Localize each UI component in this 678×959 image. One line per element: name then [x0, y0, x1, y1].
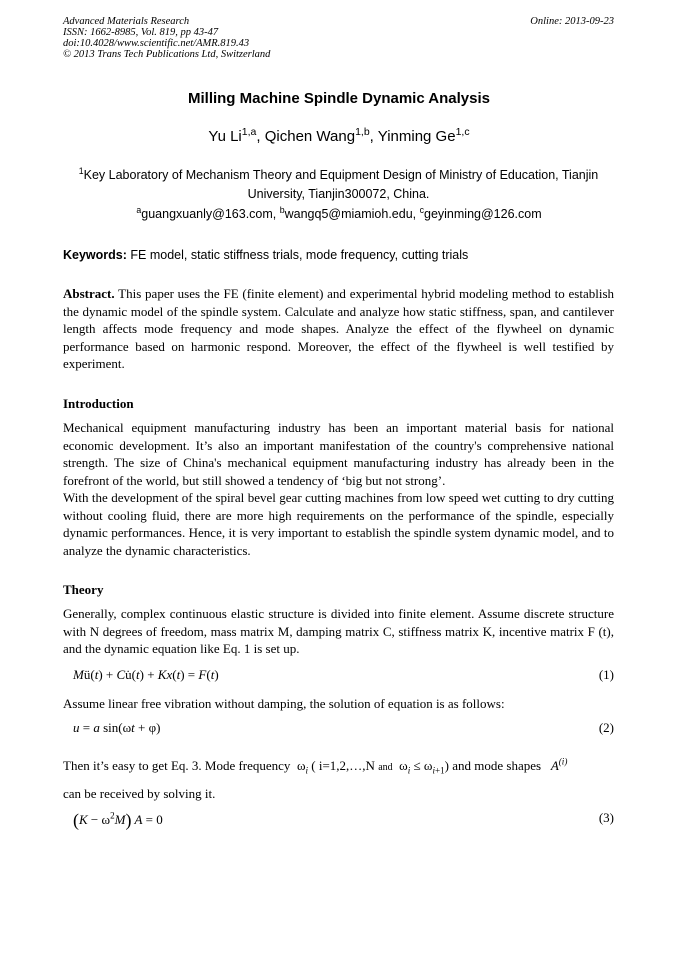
- equation-3: [63, 810, 614, 828]
- theory-paragraph-1: Generally, complex continuous elastic structure is divided into finite element. Assume discrete structure with N degrees of freedom, mass matrix M, damping matrix C, stiffness matrix K, incentive matrix F (t), and the dynamic equation like Eq. 1 is set up.: [63, 606, 614, 656]
- email-link[interactable]: guangxuanly@163.com: [141, 207, 273, 221]
- email-link[interactable]: geyinming@126.com: [424, 207, 542, 221]
- affiliation: [63, 166, 614, 204]
- omega-inequality: $\omega_i \le \omega_{i+1}$: [399, 758, 445, 776]
- theory-paragraph-3: [63, 757, 614, 777]
- index-range-text: ( i=1,2,…,N: [311, 758, 375, 773]
- equation-2-expression: u = a sin(ωt + φ): [73, 720, 161, 735]
- abstract: [63, 285, 614, 373]
- email-sup: b: [279, 204, 285, 215]
- keywords-text: FE model, static stiffness trials, mode frequency, cutting trials: [130, 248, 469, 262]
- affiliation-text: Key Laboratory of Mechanism Theory and Equipment Design of Ministry of Education, Tianjin University, Tianjin300072, China.: [83, 168, 599, 201]
- affiliation-sup: 1: [78, 165, 84, 176]
- author-affil-sup: 1,b: [355, 126, 370, 138]
- author-name: Yinming Ge: [377, 128, 456, 145]
- theory-paragraph-4: can be received by solving it.: [63, 786, 216, 801]
- equation-2-number: (2): [598, 720, 614, 735]
- email-list: $^a$guangxuanly@163.com, $^b$wangq5@miamioh.edu, $^c$geyinming@126.com: [136, 204, 542, 221]
- section-heading-introduction: Introduction: [63, 396, 134, 411]
- equation-1-expression: Mü(t) + Cu̇(t) + Kx(t) = F(t): [73, 667, 219, 682]
- abstract-label: Abstract.: [63, 286, 115, 301]
- issn-line: ISSN: 1662-8985, Vol. 819, pp 43-47: [63, 27, 219, 38]
- intro-paragraph-2: With the development of the spiral bevel gear cutting machines from low speed wet cutting to dry cutting without cooling fluid, there are more high requirements on the performance of the spindle, especially dynamic performances. Hence, it is very important to establish the spindle system dynamic model, and to analyze the dynamic characteristics.: [63, 490, 614, 558]
- theory-paragraph-3-text: Then it’s easy to get Eq. 3. Mode frequency: [63, 758, 291, 773]
- and-text: and: [378, 762, 393, 773]
- theory-paragraph-2: Assume linear free vibration without damping, the solution of equation is as follows:: [63, 696, 505, 711]
- equation-1-number: (1): [598, 667, 614, 682]
- abstract-text: This paper uses the FE (finite element) and experimental hybrid modeling method to establish the dynamic model of the spindle system. Calculate and analyze how static stiffness, span, and cantilever length affects mode frequency and mode shapes. Analyze the effect of the flywheel on dynamic performance based on harmonic respond. Moreover, the effect of the flywheel is well testified by experiment.: [63, 286, 614, 371]
- author-name: Yu Li: [208, 128, 242, 145]
- equation-2: [63, 720, 614, 738]
- equation-3-number: (3): [598, 810, 614, 825]
- mode-shape-symbol: $A^{(i)}$: [550, 756, 568, 773]
- author-affil-sup: 1,c: [455, 126, 470, 138]
- equation-3-expression: $(K - \omega^2M)$ A = 0: [73, 810, 163, 830]
- doi-line: doi:10.4028/www.scientific.net/AMR.819.43: [63, 38, 250, 49]
- paper-title: Milling Machine Spindle Dynamic Analysis: [187, 90, 490, 107]
- keywords: [63, 248, 623, 262]
- copyright-line: © 2013 Trans Tech Publications Ltd, Switzerland: [63, 49, 271, 60]
- journal-name: Advanced Materials Research: [63, 16, 190, 27]
- intro-paragraph-1: Mechanical equipment manufacturing industry has been an important material basis for national economic development. It’s also an important manifestation of the country's comprehensive national strength. The size of China's mechanical equipment manufacturing industry has already been in the forefront of the world, but still showed a tendency of ‘big but not strong’.: [63, 420, 614, 488]
- author-list: Yu Li$^{1,a}$, Qichen Wang$^{1,b}$, Yinming Ge$^{1,c}$: [208, 126, 470, 145]
- equation-1: [63, 667, 614, 685]
- email-sup: c: [419, 204, 424, 215]
- omega-i-symbol: $\omega_i$: [296, 758, 309, 776]
- online-date: Online: 2013-09-23: [530, 16, 614, 27]
- author-affil-sup: 1,a: [241, 126, 257, 138]
- keywords-label: Keywords:: [63, 248, 127, 262]
- email-sup: a: [136, 204, 142, 215]
- email-link[interactable]: wangq5@miamioh.edu: [284, 207, 413, 221]
- mode-shapes-text: ) and mode shapes: [444, 758, 542, 773]
- section-heading-theory: Theory: [63, 582, 104, 597]
- journal-header: [63, 16, 270, 60]
- author-name: Qichen Wang: [264, 128, 356, 145]
